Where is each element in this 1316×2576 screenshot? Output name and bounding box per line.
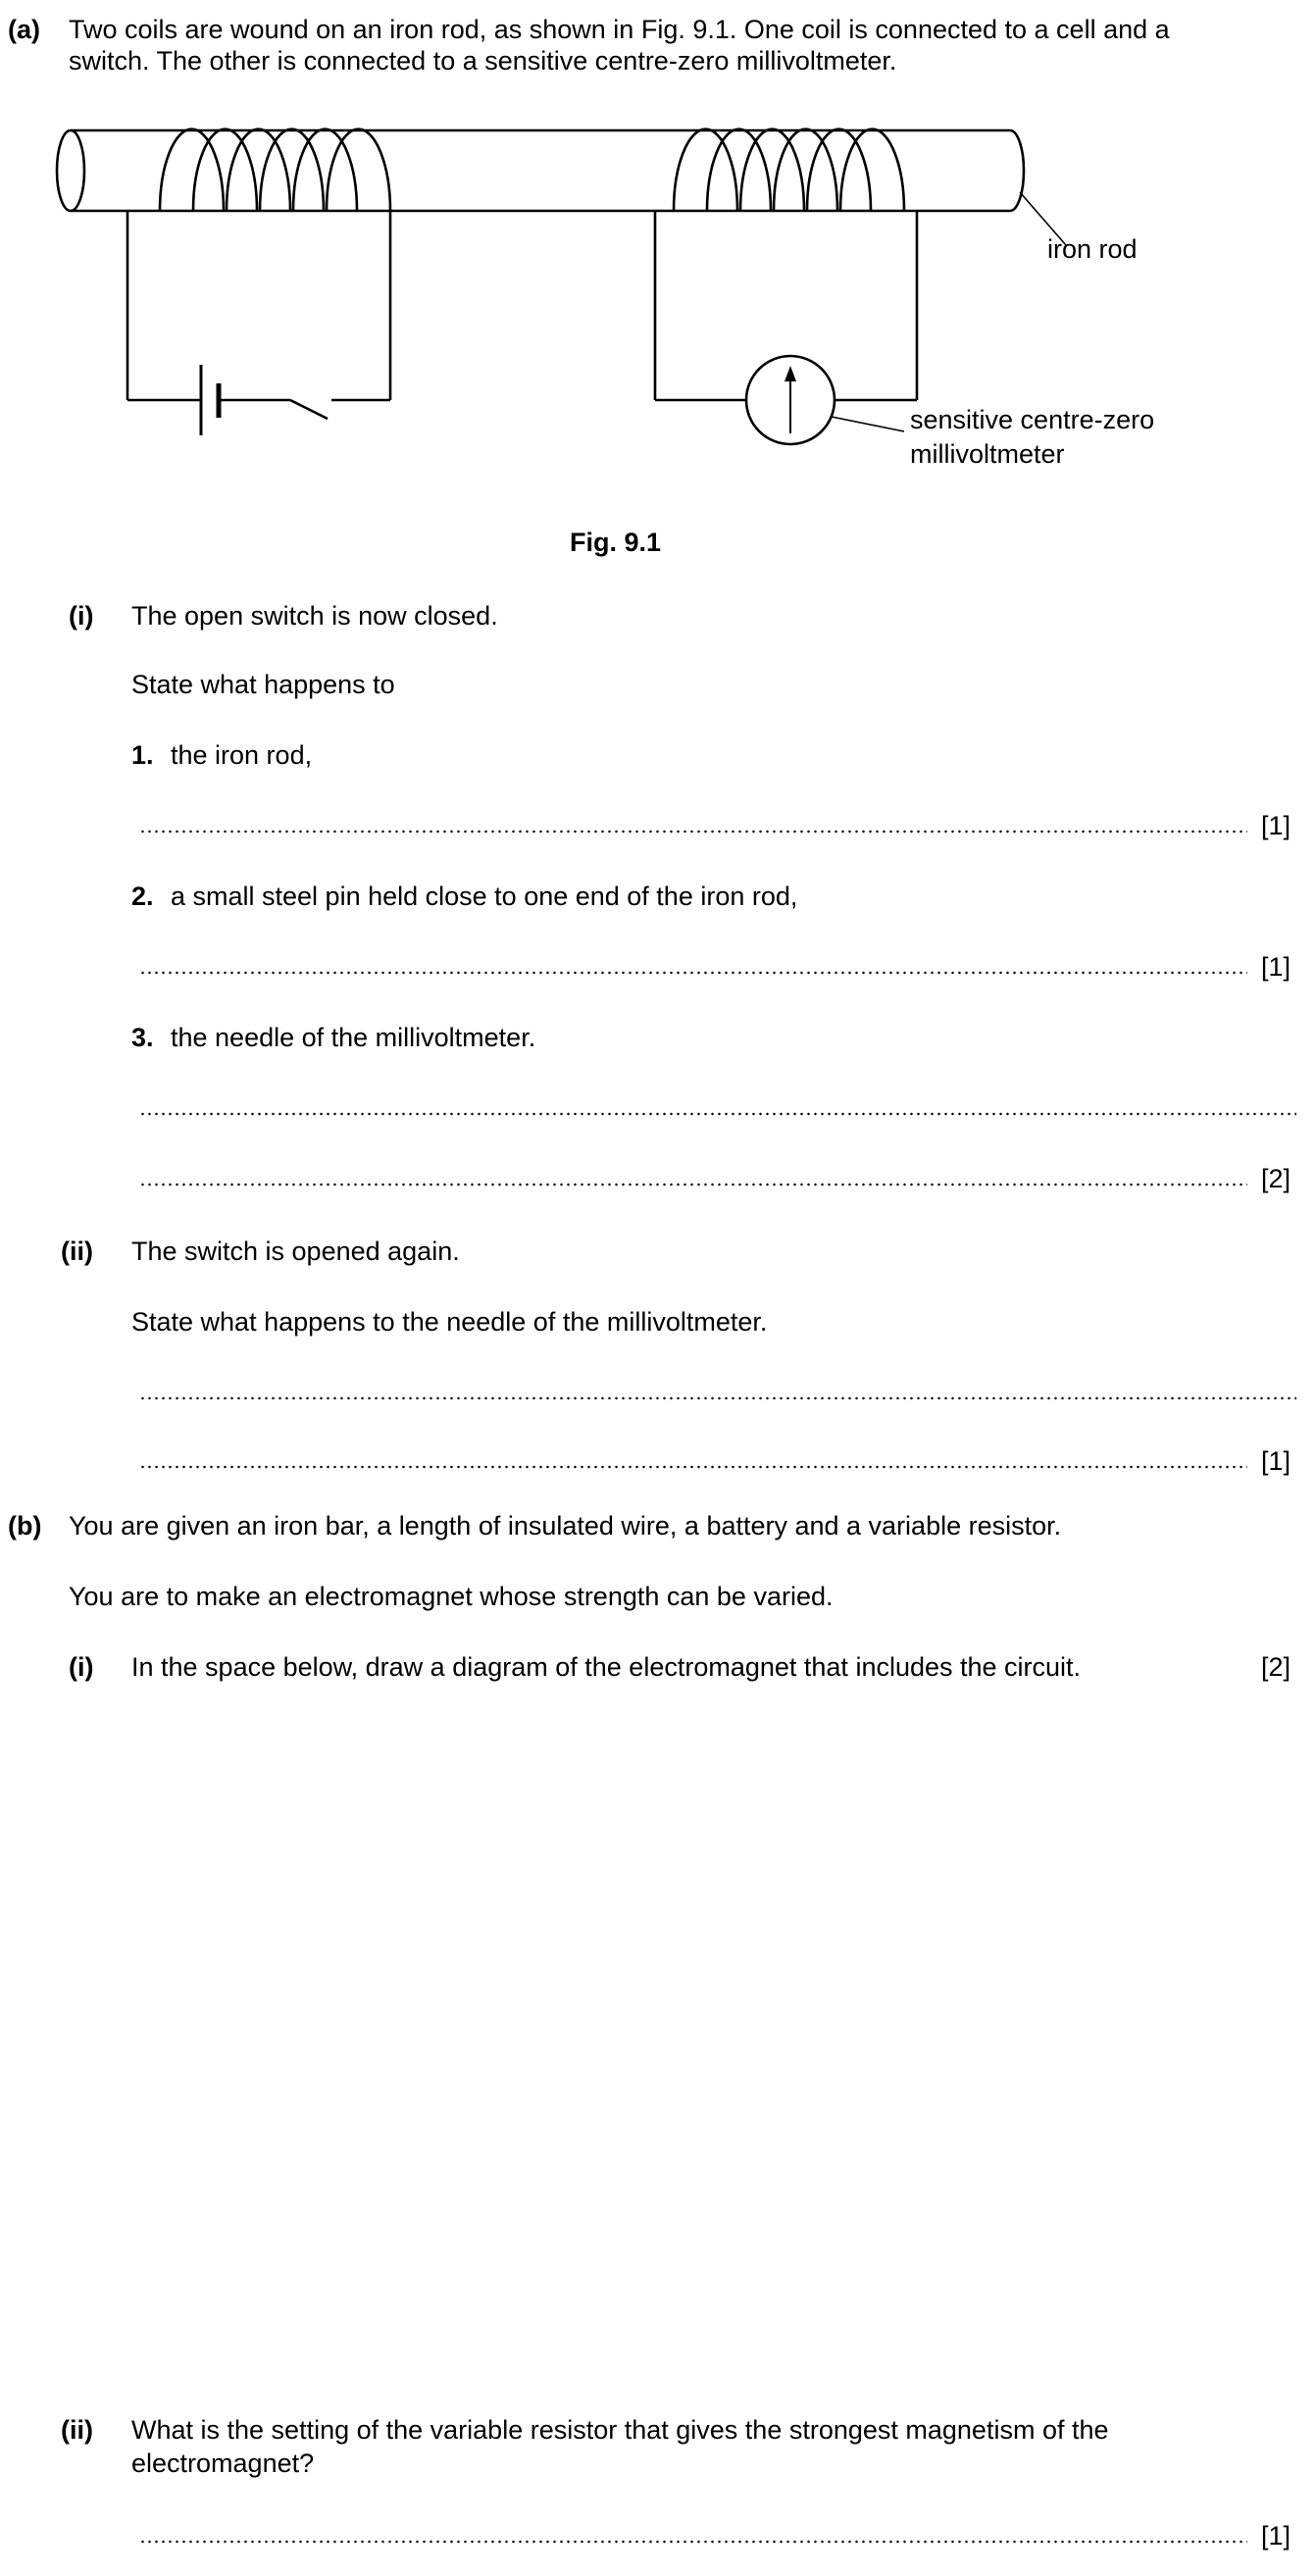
part-b-i-label: (i) <box>69 1652 94 1682</box>
item-3-text: the needle of the millivoltmeter. <box>171 1023 536 1052</box>
answer-line[interactable] <box>139 971 1247 975</box>
iron-rod-label: iron rod <box>1047 234 1138 264</box>
answer-line[interactable] <box>139 1396 1296 1400</box>
part-b-ii-label: (ii) <box>61 2415 93 2445</box>
part-a-intro-line2: switch. The other is connected to a sensitive centre-zero millivoltmeter. <box>69 46 897 76</box>
mark-allocation: [1] <box>1261 2521 1291 2551</box>
cell-switch-circuit <box>127 211 390 435</box>
answer-line[interactable] <box>139 1112 1296 1116</box>
part-b-label: (b) <box>8 1511 42 1541</box>
mark-allocation: [1] <box>1261 952 1291 982</box>
mark-allocation: [1] <box>1261 1446 1291 1476</box>
part-a-ii-prompt: State what happens to the needle of the millivoltmeter. <box>131 1307 768 1337</box>
millivoltmeter-label-line2: millivoltmeter <box>910 439 1065 469</box>
iron-rod-right-end <box>1010 130 1024 211</box>
item-2-number: 2. <box>131 882 154 911</box>
part-a-ii-text: The switch is opened again. <box>131 1237 460 1266</box>
part-b-intro-line1: You are given an iron bar, a length of insulated wire, a battery and a variable resistor. <box>69 1511 1062 1541</box>
answer-line[interactable] <box>139 830 1247 833</box>
answer-line[interactable] <box>139 2540 1247 2544</box>
part-b-intro-line2: You are to make an electromagnet whose strength can be varied. <box>69 1582 834 1611</box>
item-3-number: 3. <box>131 1023 154 1052</box>
part-a-intro-line1: Two coils are wound on an iron rod, as shown in Fig. 9.1. One coil is connected to a cell and a <box>69 15 1170 44</box>
part-a-i-text: The open switch is now closed. <box>131 601 498 631</box>
answer-line[interactable] <box>139 1183 1247 1187</box>
figure-caption: Fig. 9.1 <box>570 528 662 557</box>
millivoltmeter-label-line1: sensitive centre-zero <box>910 405 1155 434</box>
part-a-ii-label: (ii) <box>61 1237 93 1266</box>
part-b-ii-text-line1: What is the setting of the variable resistor that gives the strongest magnetism of the <box>131 2415 1109 2445</box>
right-coil <box>674 129 904 211</box>
switch-lever <box>290 400 328 419</box>
millivoltmeter-leader <box>832 417 904 431</box>
mark-allocation: [1] <box>1261 811 1291 840</box>
millivoltmeter-needle-arrowhead <box>785 366 796 381</box>
part-b-i-text: In the space below, draw a diagram of the electromagnet that includes the circuit. <box>131 1652 1082 1682</box>
left-coil <box>160 129 390 211</box>
millivoltmeter-circuit <box>655 211 917 444</box>
part-a-label: (a) <box>8 15 40 44</box>
mark-allocation: [2] <box>1261 1652 1291 1682</box>
part-a-i-label: (i) <box>69 601 94 631</box>
part-b-ii-text-line2: electromagnet? <box>131 2449 315 2478</box>
answer-line[interactable] <box>139 1465 1247 1469</box>
item-1-number: 1. <box>131 740 154 770</box>
part-a-i-prompt: State what happens to <box>131 670 395 699</box>
iron-rod-left-end <box>57 130 84 211</box>
item-1-text: the iron rod, <box>171 740 313 770</box>
mark-allocation: [2] <box>1261 1164 1291 1193</box>
diagram-drawing-space[interactable] <box>131 1696 1298 2402</box>
item-2-text: a small steel pin held close to one end of the iron rod, <box>171 882 798 911</box>
